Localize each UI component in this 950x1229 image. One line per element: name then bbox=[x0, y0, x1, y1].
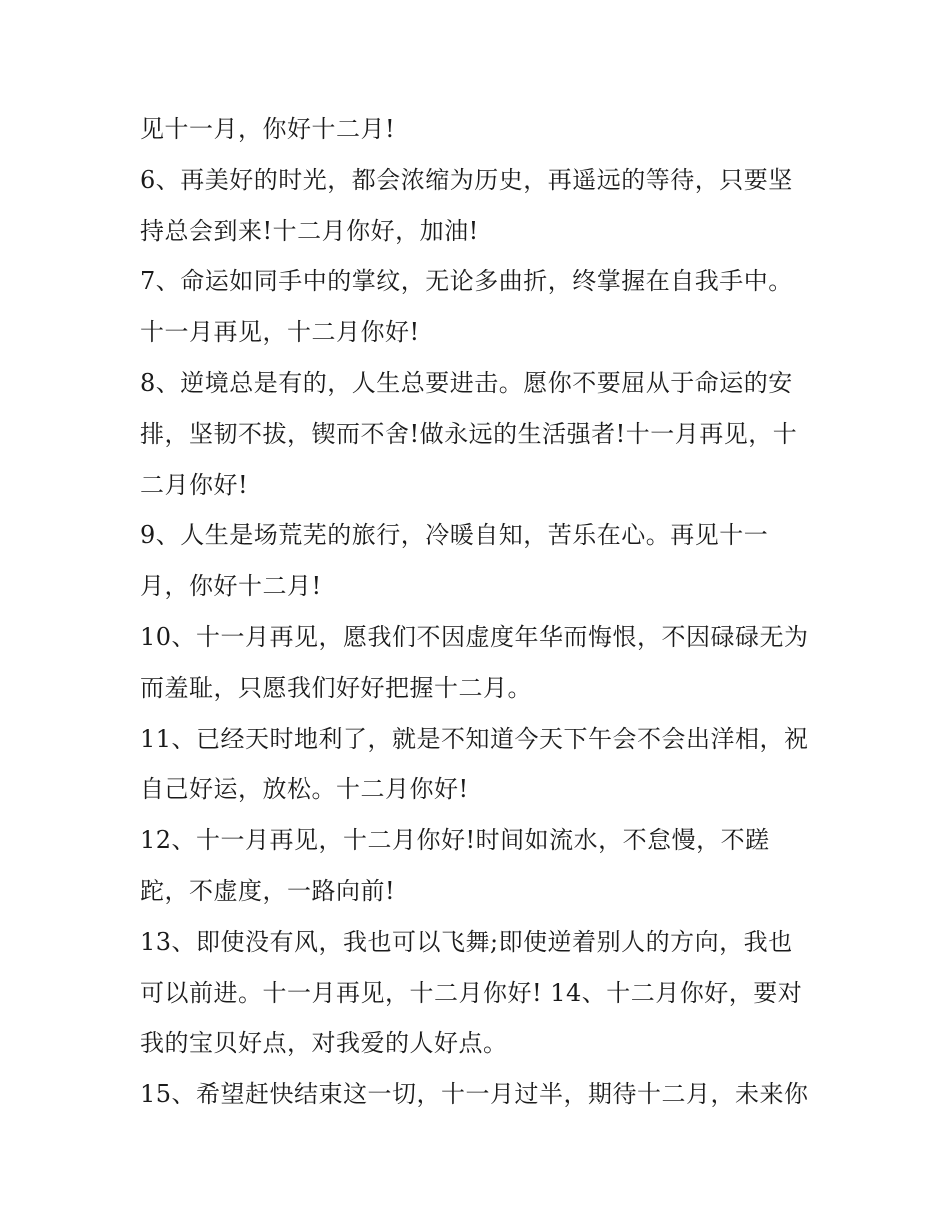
text-line: 10、十一月再见，愿我们不因虚度年华而悔恨，不因碌碌无为 bbox=[140, 622, 809, 651]
text-line: 而羞耻，只愿我们好好把握十二月。 bbox=[140, 673, 532, 702]
text-line: 排，坚韧不拔，锲而不舍!做永远的生活强者!十一月再见，十 bbox=[140, 419, 798, 448]
text-line: 13、即使没有风，我也可以飞舞;即使逆着别人的方向，我也 bbox=[140, 927, 793, 956]
text-line: 8、逆境总是有的，人生总要进击。愿你不要屈从于命运的安 bbox=[140, 368, 793, 397]
text-line: 12、十一月再见，十二月你好!时间如流水，不怠慢，不蹉 bbox=[140, 826, 770, 855]
text-line: 持总会到来!十二月你好，加油! bbox=[140, 216, 479, 245]
text-line: 我的宝贝好点，对我爱的人好点。 bbox=[140, 1029, 508, 1058]
text-line: 跎，不虚度，一路向前! bbox=[140, 876, 396, 905]
text-line: 十一月再见，十二月你好! bbox=[140, 318, 420, 347]
text-line: 7、命运如同手中的掌纹，无论多曲折，终掌握在自我手中。 bbox=[140, 267, 793, 296]
text-line: 11、已经天时地利了，就是不知道今天下午会不会出洋相，祝 bbox=[140, 724, 809, 753]
text-line: 见十一月，你好十二月! bbox=[140, 115, 396, 143]
text-line: 月，你好十二月! bbox=[140, 572, 322, 601]
text-line: 9、人生是场荒芜的旅行，冷暖自知，苦乐在心。再见十一 bbox=[140, 521, 769, 550]
document-body bbox=[140, 104, 820, 1120]
text-line: 自己好运，放松。十二月你好! bbox=[140, 775, 469, 804]
text-line: 二月你好! bbox=[140, 470, 249, 499]
text-line: 可以前进。十一月再见，十二月你好! 14、十二月你好，要对 bbox=[140, 978, 803, 1007]
text-line: 6、再美好的时光，都会浓缩为历史，再遥远的等待，只要坚 bbox=[140, 165, 793, 194]
text-line: 15、希望赶快结束这一切，十一月过半，期待十二月，未来你 bbox=[140, 1080, 809, 1109]
